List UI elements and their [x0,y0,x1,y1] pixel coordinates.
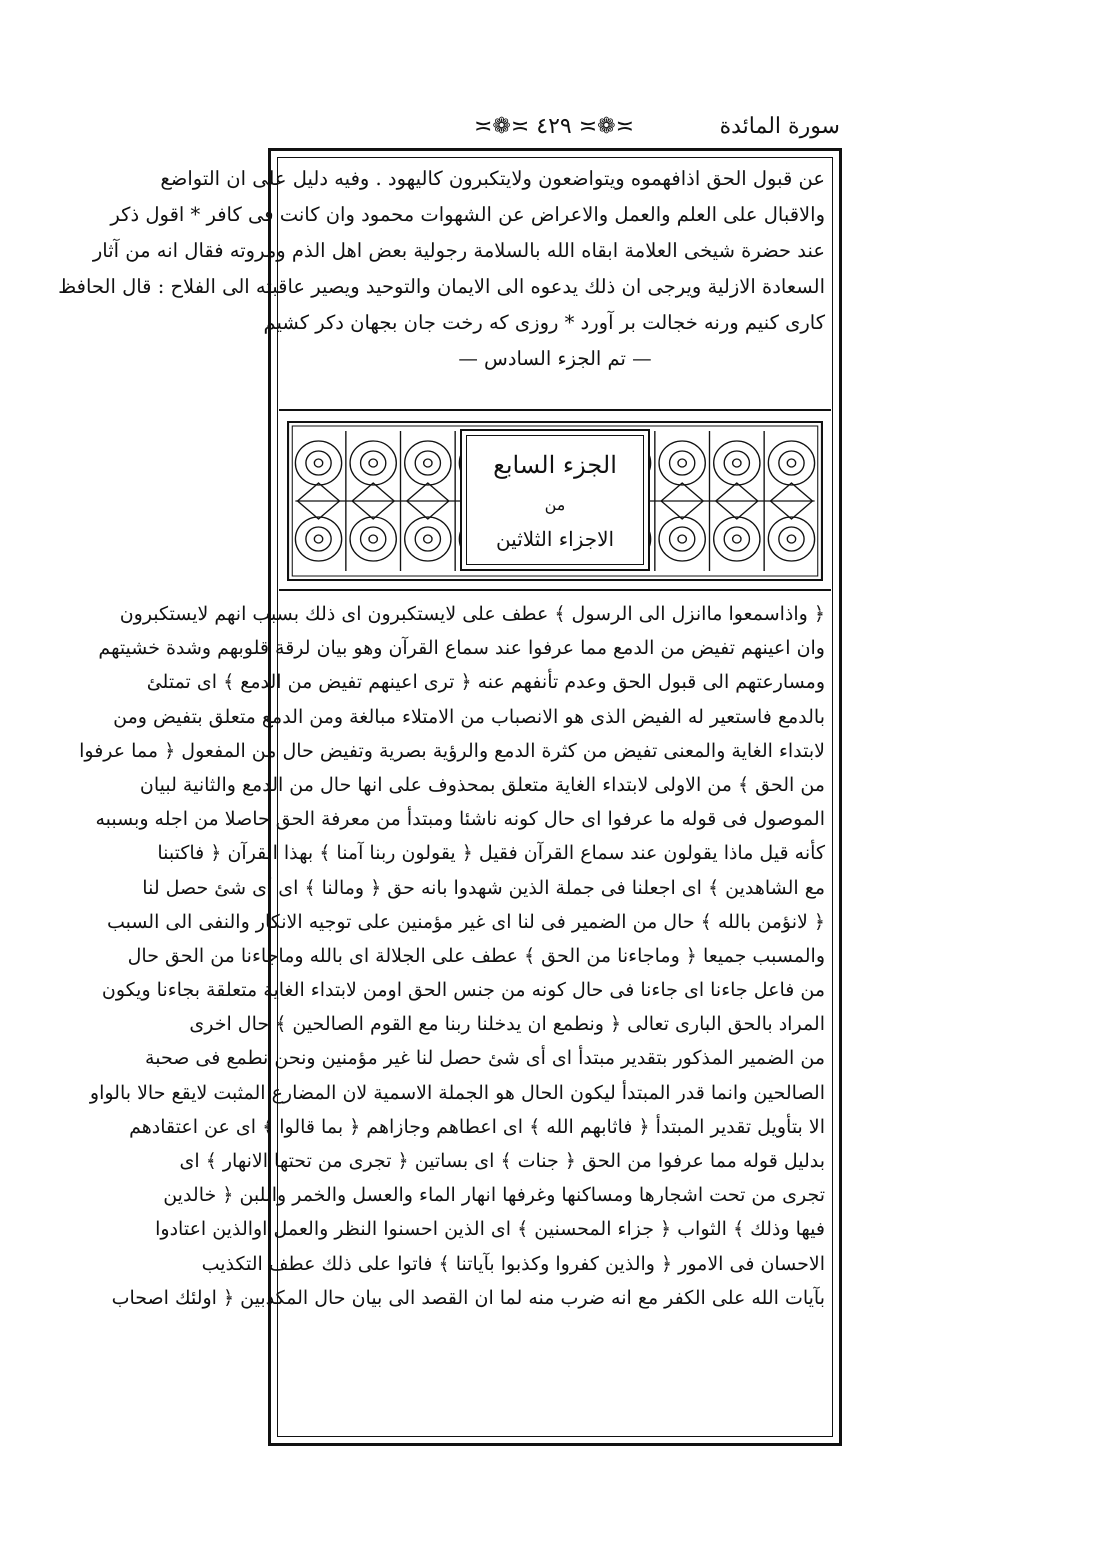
text-line: لابتداء الغاية والمعنى تفيض من كثرة الدمع والرؤية بصرية وتفيض حال من المفعول ﴿ مما عرفوا [79,739,825,762]
part-title-subtitle: الاجزاء الثلاثين [495,527,615,551]
main-text-block [79,597,825,1315]
text-line: ومسارعتهم الى قبول الحق وعدم تأنفهم عنه ﴿ ترى اعينهم تفيض من الدمع ﴾ اى تمتلئ [146,671,825,694]
page-number-group [268,114,840,139]
text-line: السعادة الازلية ويرجى ان ذلك يدعوه الى الايمان والتوحيد ويصير عاقبته الى الفلاح : قال الحافظ [58,275,825,298]
part-title: الجزء السابع [493,451,617,479]
text-line: فيها وذلك ﴾ الثواب ﴿ جزاء المحسنين ﴾ اى الذين احسنوا النظر والعمل اوالذين اعتادوا [155,1218,825,1241]
part-title-cartouche [460,429,650,571]
verse-line: كارى كنيم ورنه خجالت بر آورد * روزى كه رخت جان بجهان دكر كشيم [263,311,825,334]
text-line: الموصول فى قوله ما عرفوا اى حال كونه ناشئا ومبتدأ من معرفة الحق حاصلا من اجله وبسببه [95,808,825,831]
text-line: من الحق ﴾ من الاولى لابتداء الغاية متعلق بمحذوف على انها حال من الدمع والثانية لبيان [139,773,825,796]
divider [279,409,831,411]
text-line: عن قبول الحق اذافهموه ويتواضعون ولايتكبرون كاليهود . وفيه دليل على ان التواضع [160,167,825,190]
text-line: بالدمع فاستعير له الفيض الذى هو الانصباب من الامتلاء مبالغة ومن الدمع متعلق بتفيض ومن [113,705,825,728]
page-header [268,110,840,146]
ornament-left: ≍❁≍ [473,114,530,139]
surah-title: سورة المائدة [719,114,840,139]
text-line: بدليل قوله مما عرفوا من الحق ﴿ جنات ﴾ اى بساتين ﴿ تجرى من تحتها الانهار ﴾ اى [179,1150,825,1172]
part-title-connector: من [544,495,566,514]
text-line: والمسبب جميعا ﴿ وماجاءنا من الحق ﴾ عطف على الجلالة اى بالله وماجاءنا من الحق حال [127,944,825,967]
ornament-pattern [287,421,823,581]
text-line: من الضمير المذكور بتقدير مبتدأ اى أى شئ حصل لنا غير مؤمنين ونحن نطمع فى صحبة [145,1047,825,1070]
top-text-block [58,161,825,409]
text-line: المراد بالحق البارى تعالى ﴿ ونطمع ان يدخلنا ربنا مع القوم الصالحين ﴾ حال اخرى [189,1013,825,1036]
end-of-part-line: — تم الجزء السادس — [458,347,652,370]
text-line: ﴿ واذاسمعوا ماانزل الى الرسول ﴾ عطف على لايستكبرون اى ذلك بسبب انهم لايستكبرون [119,603,825,625]
text-line: بآيات الله على الكفر مع انه ضرب منه لما ان القصد الى بيان حال المكذبين ﴿ اولئك اصحاب [111,1286,825,1309]
text-line: والاقبال على العلم والعمل والاعراض عن الشهوات محمود وان كانت فى كافر * اقول ذكر [110,203,825,226]
ornament-right: ≍❁≍ [578,114,635,139]
text-line: كأنه قيل ماذا يقولون عند سماع القرآن فقيل ﴿ يقولون ربنا آمنا ﴾ بهذا القرآن ﴿ فاكتبنا [157,842,825,865]
page-number: ٤٢٩ [536,114,572,139]
text-line: ﴿ لانؤمن بالله ﴾ حال من الضمير فى لنا اى غير مؤمنين على توجيه الانكار والنفى الى السبب [106,910,825,933]
text-line: من فاعل جاءنا اى جاءنا فى حال كونه من جنس الحق اومن لابتداء الغاية متعلقة بجاءنا ويكون [101,979,825,1002]
divider [279,589,831,591]
text-line: مع الشاهدين ﴾ اى اجعلنا فى جملة الذين شهدوا بانه حق ﴿ ومالنا ﴾ اى أى شئ حصل لنا [142,876,825,899]
text-line: الا بتأويل تقدير المبتدأ ﴿ فاثابهم الله ﴾ اى اعطاهم وجازاهم ﴿ بما قالوا ﴾ اى عن اعتقادهم [129,1115,825,1138]
text-line: الاحسان فى الامور ﴿ والذين كفروا وكذبوا بآياتنا ﴾ فاتوا على ذلك عطف التكذيب [201,1252,825,1275]
text-line: وان اعينهم تفيض من الدمع مما عرفوا عند سماع القرآن وهو بيان لرقة قلوبهم وشدة خشيتهم [98,637,825,660]
text-line: عند حضرة شيخى العلامة ابقاه الله بالسلامة رجولية بعض اهل الذم ومروته فقال انه من آثار [92,239,825,262]
ornamental-banner [287,421,823,581]
text-line: الصالحين وانما قدر المبتدأ ليكون الحال هو الجملة الاسمية لان المضارع المثبت لايقع حالا بالواو [89,1081,825,1104]
text-line: تجرى من تحت اشجارها ومساكنها وغرفها انهار الماء والعسل والخمر واللبن ﴿ خالدين [163,1184,825,1207]
text-frame [58,148,842,1446]
